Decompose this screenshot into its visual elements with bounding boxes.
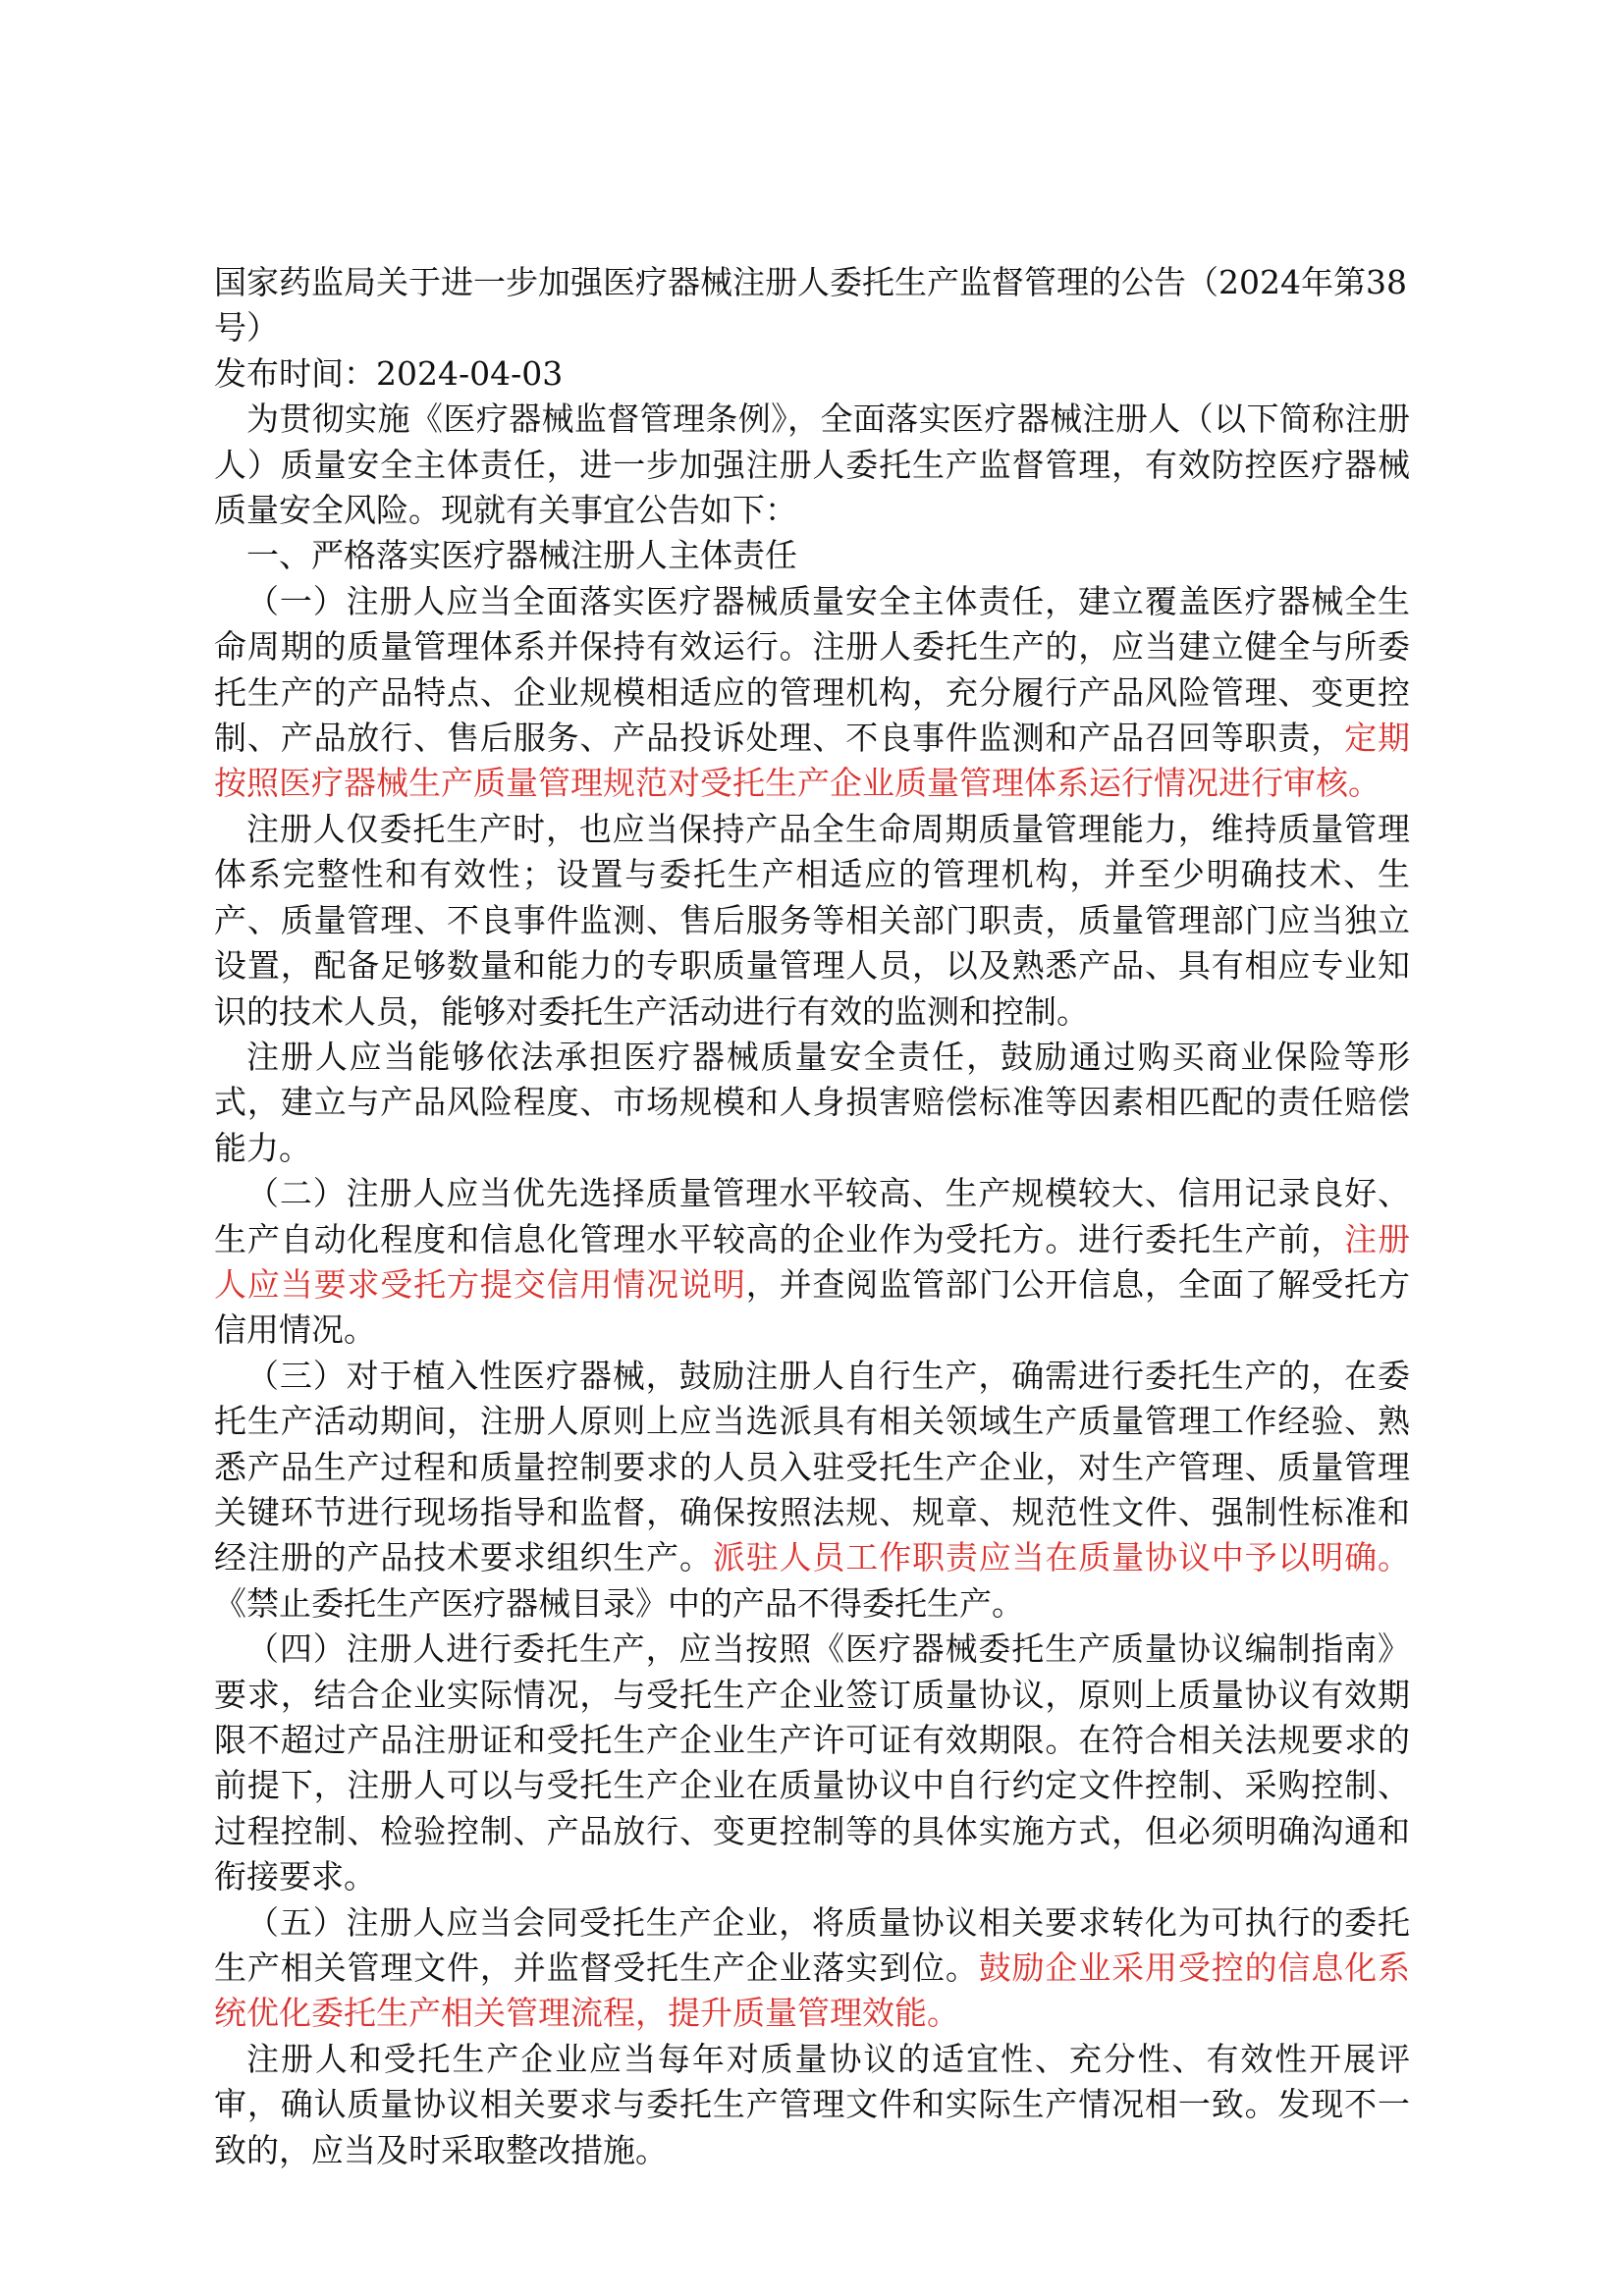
- paragraph-6: （四）注册人进行委托生产，应当按照《医疗器械委托生产质量协议编制指南》要求，结合企业实际情况，与受托生产企业签订质量协议，原则上质量协议有效期限不超过产品注册证和受托生产企业生产许可证有效期限。在符合相关法规要求的前提下，注册人可以与受托生产企业在质量协议中自行约定文件控制、采购控制、过程控制、检验控制、产品放行、变更控制等的具体实施方式，但必须明确沟通和衔接要求。: [214, 1629, 1410, 1896]
- paragraph-4-text-after: ，并查阅监管部门公开信息，全面了解受托方信用情况。: [214, 1264, 1411, 1350]
- paragraph-3: 注册人应当能够依法承担医疗器械质量安全责任，鼓励通过购买商业保险等形式，建立与产品风险程度、市场规模和人身损害赔偿标准等因素相匹配的责任赔偿能力。: [214, 1037, 1410, 1167]
- paragraph-7-highlight: 鼓励企业采用受控的信息化系统优化委托生产相关管理流程，提升质量管理效能。: [214, 1949, 1411, 2033]
- paragraph-1-highlight: 定期按照医疗器械生产质量管理规范对受托生产企业质量管理体系运行情况进行审核。: [214, 719, 1411, 803]
- paragraph-4: [214, 1171, 1410, 1354]
- paragraph-7: [214, 1900, 1410, 2037]
- document-title: 国家药监局关于进一步加强医疗器械注册人委托生产监督管理的公告（2024年第38号）: [214, 263, 1407, 347]
- publish-date: 发布时间：2024-04-03: [214, 353, 564, 393]
- intro-paragraph: 为贯彻实施《医疗器械监督管理条例》，全面落实医疗器械注册人（以下简称注册人）质量安全主体责任，进一步加强注册人委托生产监督管理，有效防控医疗器械质量安全风险。现就有关事宜公告如下：: [214, 400, 1410, 530]
- paragraph-5-text-before: （三）对于植入性医疗器械，鼓励注册人自行生产，确需进行委托生产的，在委托生产活动期间，注册人原则上应当选派具有相关领域生产质量管理工作经验、熟悉产品生产过程和质量控制要求的人员入驻受托生产企业，对生产管理、质量管理关键环节进行现场指导和监督，确保按照法规、规章、规范性文件、强制性标准和经注册的产品技术要求组织生产。: [214, 1356, 1410, 1577]
- paragraph-1: [214, 579, 1410, 807]
- paragraph-5: [214, 1354, 1410, 1627]
- section-heading-1: 一、严格落实医疗器械注册人主体责任: [246, 536, 797, 575]
- paragraph-4-text-before: （二）注册人应当优先选择质量管理水平较高、生产规模较大、信用记录良好、生产自动化程度和信息化管理水平较高的企业作为受托方。进行委托生产前，: [214, 1174, 1410, 1258]
- paragraph-5-highlight: 派驻人员工作职责应当在质量协议中予以明确。: [712, 1538, 1411, 1577]
- paragraph-7-text: （五）注册人应当会同受托生产企业，将质量协议相关要求转化为可执行的委托生产相关管理文件，并监督受托生产企业落实到位。: [214, 1902, 1410, 1988]
- paragraph-5-text-after: 《禁止委托生产医疗器械目录》中的产品不得委托生产。: [214, 1583, 1024, 1623]
- document-body: [214, 260, 1410, 2173]
- paragraph-4-highlight: 注册人应当要求受托方提交信用情况说明: [214, 1219, 1411, 1304]
- paragraph-2: 注册人仅委托生产时，也应当保持产品全生命周期质量管理能力，维持质量管理体系完整性和有效性；设置与委托生产相适应的管理机构，并至少明确技术、生产、质量管理、不良事件监测、售后服务等相关部门职责，质量管理部门应当独立设置，配备足够数量和能力的专职质量管理人员，以及熟悉产品、具有相应专业知识的技术人员，能够对委托生产活动进行有效的监测和控制。: [214, 809, 1410, 1031]
- paragraph-8: 注册人和受托生产企业应当每年对质量协议的适宜性、充分性、有效性开展评审，确认质量协议相关要求与委托生产管理文件和实际生产情况相一致。发现不一致的，应当及时采取整改措施。: [214, 2039, 1410, 2169]
- paragraph-1-text: （一）注册人应当全面落实医疗器械质量安全主体责任，建立覆盖医疗器械全生命周期的质量管理体系并保持有效运行。注册人委托生产的，应当建立健全与所委托生产的产品特点、企业规模相适应的管理机构，充分履行产品风险管理、变更控制、产品放行、售后服务、产品投诉处理、不良事件监测和产品召回等职责，: [214, 581, 1410, 758]
